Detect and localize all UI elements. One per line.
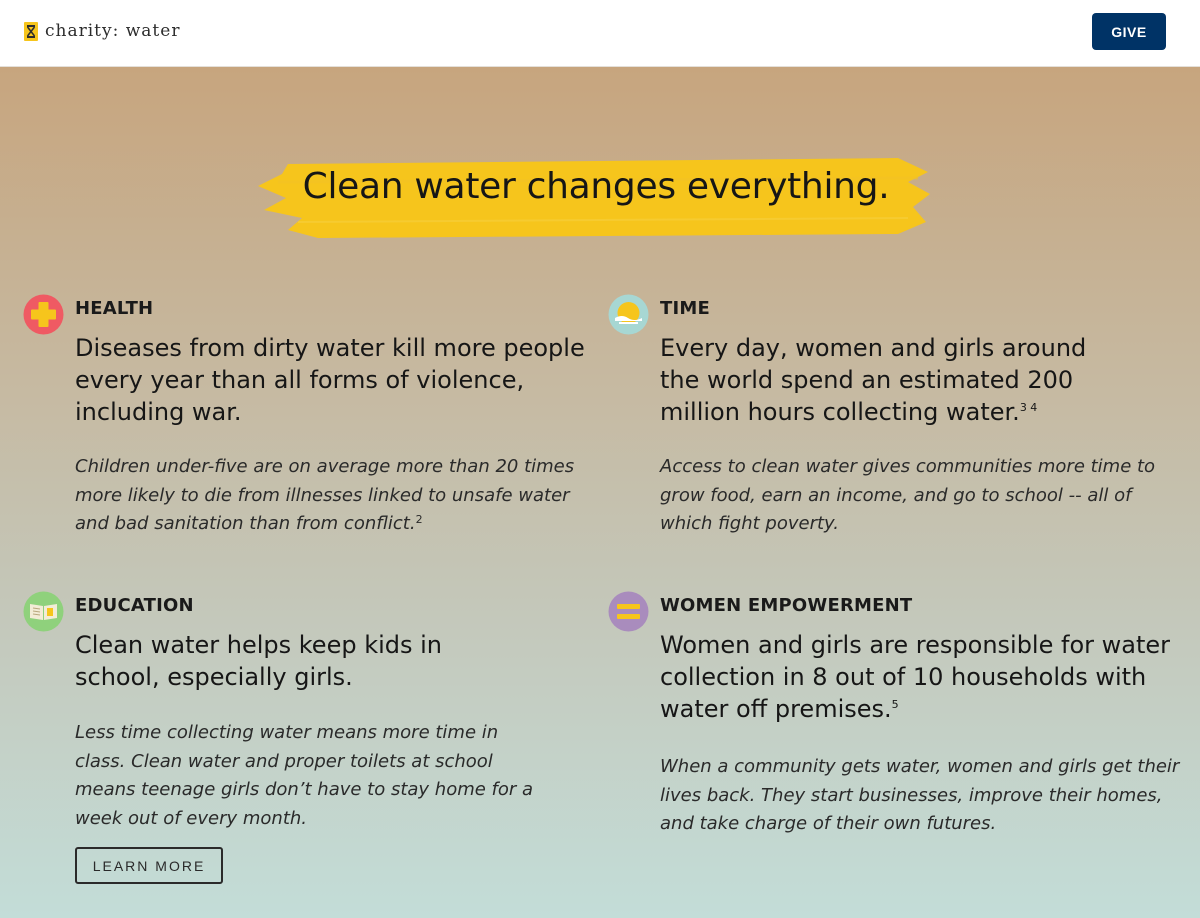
main-section [0, 67, 1200, 918]
time-sun-icon [608, 294, 649, 335]
card-body: Access to clean water gives communities more time to grow food, earn an income, and go to school -- all of which fight poverty. [660, 456, 1156, 535]
health-cross-icon [23, 294, 64, 335]
card-lead: Diseases from dirty water kill more people every year than all forms of violence, including war. [75, 334, 585, 426]
footnote-ref[interactable]: 3 4 [1019, 401, 1038, 414]
card-body: Less time collecting water means more time in class. Clean water and proper toilets at school means teenage girls don’t have to stay home for a week out of every month. [75, 722, 534, 829]
card-women-empowerment [608, 591, 1178, 851]
headline-block [258, 152, 934, 242]
card-label: EDUCATION [75, 595, 194, 616]
give-button[interactable]: GIVE [1092, 13, 1166, 50]
footnote-ref[interactable]: 2 [415, 513, 423, 527]
card-label: WOMEN EMPOWERMENT [660, 595, 913, 616]
education-book-icon [23, 591, 64, 632]
card-health [23, 294, 583, 554]
card-body: When a community gets water, women and girls get their lives back. They start businesses, improve their homes, and take charge of their own futures. [660, 756, 1180, 835]
charity-water-logo[interactable] [24, 21, 180, 41]
site-header [0, 0, 1200, 67]
logo-text: charity: water [45, 21, 181, 41]
jerrycan-icon [24, 22, 38, 41]
card-label: HEALTH [75, 298, 154, 319]
card-body: Children under-five are on average more than 20 times more likely to die from illnesses linked to unsafe water and bad sanitation than from conflict.$^2$ [75, 456, 575, 535]
card-lead: Clean water helps keep kids in school, especially girls. [75, 631, 443, 691]
card-education [23, 591, 583, 841]
card-lead: Every day, women and girls around the world spend an estimated 200 million hours collecting water.$^{3 4}$ [660, 334, 1087, 426]
equality-icon [608, 591, 649, 632]
card-time [608, 294, 1178, 554]
footnote-ref[interactable]: 5 [891, 698, 899, 711]
learn-more-button[interactable]: LEARN MORE [75, 847, 223, 884]
card-lead: Women and girls are responsible for water collection in 8 out of 10 households with water off premises.$^5$ [660, 631, 1170, 723]
card-label: TIME [660, 298, 710, 319]
page-headline: Clean water changes everything. [302, 166, 890, 207]
